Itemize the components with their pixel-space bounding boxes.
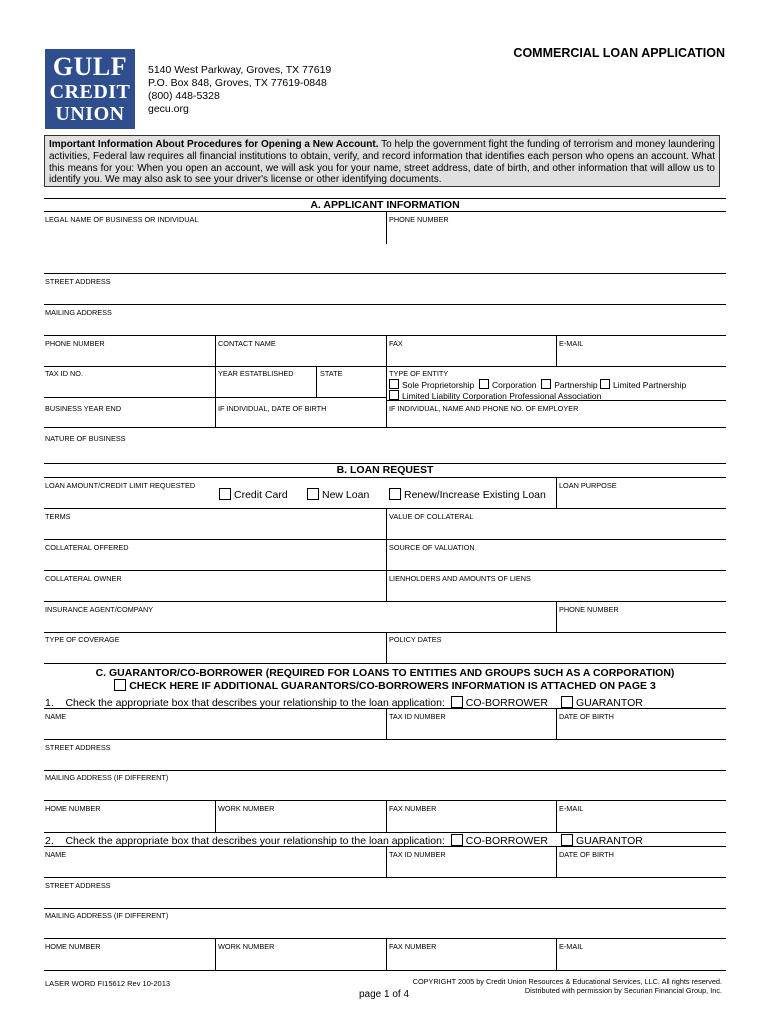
sole-proprietorship-checkbox[interactable] — [389, 379, 399, 389]
rule — [44, 366, 726, 367]
footer-copyright: COPYRIGHT 2005 by Credit Union Resources & Educational Services, LLC. All rights reserved. — [412, 977, 722, 986]
insurance-agent-field[interactable]: INSURANCE AGENT/COMPANY — [45, 605, 154, 614]
rule — [386, 632, 387, 663]
email-field[interactable]: E-MAIL — [559, 339, 584, 348]
rule — [44, 335, 726, 336]
sectionC-subtitle: CHECK HERE IF ADDITIONAL GUARANTORS/CO-BORROWERS INFORMATION IS ATTACHED ON PAGE 3 — [129, 680, 656, 692]
sectionC-question: Check the appropriate box that describes your relationship to the loan application: — [65, 835, 445, 847]
guarantor-1-dob-field[interactable]: DATE OF BIRTH — [559, 712, 614, 721]
loan-amount-field[interactable]: LOAN AMOUNT/CREDIT LIMIT REQUESTED — [45, 481, 196, 490]
notice-heading: Important Information About Procedures for Opening a New Account. — [49, 139, 379, 150]
guarantor-1-tax-id-field[interactable]: TAX ID NUMBER — [389, 712, 446, 721]
sectionC-q1_num: 1. — [45, 697, 54, 709]
rule — [386, 708, 387, 739]
collateral-offered-field[interactable]: COLLATERAL OFFERED — [45, 543, 129, 552]
sectionA-entities-3: Limited Partnership — [613, 380, 687, 390]
renew-loan-option[interactable] — [389, 488, 546, 501]
rule — [44, 477, 726, 478]
sectionC-co_borrower: CO-BORROWER — [465, 697, 549, 709]
guarantor-2-mailing-field[interactable]: MAILING ADDRESS (IF DIFFERENT) — [45, 911, 169, 920]
tax-id-field[interactable]: TAX ID NO. — [45, 369, 83, 378]
partnership-checkbox[interactable] — [541, 379, 551, 389]
sectionA-entities-2: Partnership — [554, 380, 598, 390]
rule — [386, 800, 387, 832]
mailing-address-field[interactable]: MAILING ADDRESS — [45, 308, 112, 317]
guarantor-2-checkbox[interactable] — [561, 834, 573, 846]
rule — [44, 908, 726, 909]
phone-number-field[interactable]: PHONE NUMBER — [389, 215, 449, 224]
guarantor-2-tax-id-field[interactable]: TAX ID NUMBER — [389, 850, 446, 859]
rule — [44, 632, 726, 633]
important-notice — [44, 135, 720, 187]
rule — [44, 601, 726, 602]
sectionC-guarantor: GUARANTOR — [575, 697, 643, 709]
sectionB-options-2: Renew/Increase Existing Loan — [404, 489, 546, 501]
phone-number-2-field[interactable]: PHONE NUMBER — [45, 339, 105, 348]
street-address-field[interactable]: STREET ADDRESS — [45, 277, 111, 286]
rule — [386, 400, 726, 401]
rule — [44, 397, 216, 398]
co-borrower-1-checkbox[interactable] — [451, 696, 463, 708]
rule — [316, 366, 317, 397]
guarantor-2-street-field[interactable]: STREET ADDRESS — [45, 881, 111, 890]
individual-dob-field[interactable]: IF INDIVIDUAL, DATE OF BIRTH — [218, 404, 327, 413]
rule — [44, 211, 726, 212]
policy-dates-field[interactable]: POLICY DATES — [389, 635, 442, 644]
rule — [386, 211, 387, 244]
rule — [44, 708, 726, 709]
guarantor-1-work-field[interactable]: WORK NUMBER — [218, 804, 275, 813]
sectionB-options-0: Credit Card — [234, 489, 288, 501]
credit-card-option[interactable] — [219, 488, 288, 501]
guarantor-2-home-field[interactable]: HOME NUMBER — [45, 942, 101, 951]
rule — [556, 846, 557, 877]
guarantor-1-home-field[interactable]: HOME NUMBER — [45, 804, 101, 813]
gulf-credit-union-logo: GULF CREDIT UNION — [45, 49, 135, 129]
value-of-collateral-field[interactable]: VALUE OF COLLATERAL — [389, 512, 474, 521]
rule — [44, 846, 726, 847]
guarantor-1-name-field[interactable]: NAME — [45, 712, 67, 721]
section-a-title: A. APPLICANT INFORMATION — [44, 198, 726, 211]
form-number: LASER WORD FI15612 Rev 10-2013 — [45, 979, 171, 988]
contact-name-field[interactable]: CONTACT NAME — [218, 339, 276, 348]
year-established-field[interactable]: YEAR ESTATBLISHED — [218, 369, 294, 378]
sectionC-q2_num: 2. — [45, 835, 54, 847]
rule — [44, 570, 726, 571]
rule — [215, 335, 216, 427]
copyright-notice — [413, 977, 722, 995]
type-of-coverage-field[interactable]: TYPE OF COVERAGE — [45, 635, 120, 644]
source-of-valuation-field[interactable]: SOURCE OF VALUATION — [389, 543, 475, 552]
document-title: COMMERCIAL LOAN APPLICATION — [513, 46, 725, 60]
fax-field[interactable]: FAX — [389, 339, 403, 348]
business-year-end-field[interactable]: BUSINESS YEAR END — [45, 404, 122, 413]
collateral-owner-field[interactable]: COLLATERAL OWNER — [45, 574, 122, 583]
insurance-phone-field[interactable]: PHONE NUMBER — [559, 605, 619, 614]
rule — [386, 335, 387, 427]
sectionA-entities-0: Sole Proprietorship — [402, 380, 475, 390]
rule — [44, 273, 726, 274]
guarantor-1-checkbox[interactable] — [561, 696, 573, 708]
rule — [556, 601, 557, 632]
credit-union-address: 5140 West Parkway, Groves, TX 77619 P.O. Box 848, Groves, TX 77619-0848 (800) 448-5328 gecu.org — [148, 64, 332, 115]
legal-name-field[interactable]: LEGAL NAME OF BUSINESS OR INDIVIDUAL — [45, 215, 199, 224]
rule — [215, 397, 386, 398]
new-loan-checkbox[interactable] — [307, 488, 319, 500]
rule — [215, 800, 216, 832]
rule — [44, 427, 726, 428]
notice-text: To help the government fight the funding of terrorism and money laundering activities, Federal law requires all financial institutions to obtain, verify, and record information that identifies each person who opens an account. What this means for you: When you open an account, we will ask you for your name, street address, date of birth, and other information that will allow us to identify you. We may also ask to see your driver's license or other identifying documents. — [49, 139, 715, 186]
employer-field[interactable]: IF INDIVIDUAL, NAME AND PHONE NO. OF EMPLOYER — [389, 404, 579, 413]
limited-partnership-checkbox[interactable] — [600, 379, 610, 389]
credit-card-checkbox[interactable] — [219, 488, 231, 500]
guarantor-2-dob-field[interactable]: DATE OF BIRTH — [559, 850, 614, 859]
page-number: page 1 of 4 — [359, 989, 410, 1000]
footer-distributed: Distributed with permission by Securian Financial Group, Inc. — [524, 986, 722, 995]
rule — [44, 800, 726, 801]
section-c-title: C. GUARANTOR/CO-BORROWER (REQUIRED FOR LOANS TO ENTITIES AND GROUPS SUCH AS A CORPORATION) — [44, 663, 726, 679]
guarantor-1-mailing-field[interactable]: MAILING ADDRESS (IF DIFFERENT) — [45, 773, 169, 782]
co-borrower-2-checkbox[interactable] — [451, 834, 463, 846]
rule — [386, 938, 387, 970]
sectionC-guarantor: GUARANTOR — [575, 835, 643, 847]
rule — [44, 938, 726, 939]
rule — [44, 877, 726, 878]
rule — [44, 770, 726, 771]
lienholders-field[interactable]: LIENHOLDERS AND AMOUNTS OF LIENS — [389, 574, 531, 583]
guarantor-1-street-field[interactable]: STREET ADDRESS — [45, 743, 111, 752]
rule — [386, 508, 387, 601]
sectionB-options-1: New Loan — [322, 489, 370, 501]
section-b-title: B. LOAN REQUEST — [44, 463, 726, 476]
rule — [556, 938, 557, 970]
rule — [556, 800, 557, 832]
renew-loan-checkbox[interactable] — [389, 488, 401, 500]
rule — [44, 970, 726, 971]
llc-professional-association-checkbox[interactable] — [389, 390, 399, 400]
type-of-entity-label: TYPE OF ENTITY — [389, 369, 449, 378]
loan-purpose-field[interactable]: LOAN PURPOSE — [559, 481, 617, 490]
state-field[interactable]: STATE — [320, 369, 343, 378]
new-loan-option[interactable] — [307, 488, 369, 501]
guarantor-1-fax-field[interactable]: FAX NUMBER — [389, 804, 437, 813]
guarantor-2-work-field[interactable]: WORK NUMBER — [218, 942, 275, 951]
rule — [44, 739, 726, 740]
guarantor-1-email-field[interactable]: E-MAIL — [559, 804, 584, 813]
rule — [215, 938, 216, 970]
nature-of-business-field[interactable]: NATURE OF BUSINESS — [45, 434, 126, 443]
sectionC-co_borrower: CO-BORROWER — [465, 835, 549, 847]
corporation-checkbox[interactable] — [479, 379, 489, 389]
sectionA-entities-1: Corporation — [492, 380, 537, 390]
additional-guarantors-checkbox[interactable] — [114, 679, 126, 691]
rule — [556, 335, 557, 366]
rule — [44, 508, 726, 509]
rule — [556, 708, 557, 739]
rule — [44, 539, 726, 540]
terms-field[interactable]: TERMS — [45, 512, 71, 521]
rule — [44, 304, 726, 305]
additional-guarantors-row — [44, 679, 726, 692]
rule — [386, 846, 387, 877]
guarantor-2-email-field[interactable]: E-MAIL — [559, 942, 584, 951]
guarantor-2-fax-field[interactable]: FAX NUMBER — [389, 942, 437, 951]
guarantor-2-name-field[interactable]: NAME — [45, 850, 67, 859]
rule — [44, 832, 726, 833]
rule — [556, 477, 557, 508]
sectionA-entities-4: Limited Liability Corporation Professional Association — [402, 391, 602, 401]
sectionC-question: Check the appropriate box that describes your relationship to the loan application: — [65, 697, 445, 709]
